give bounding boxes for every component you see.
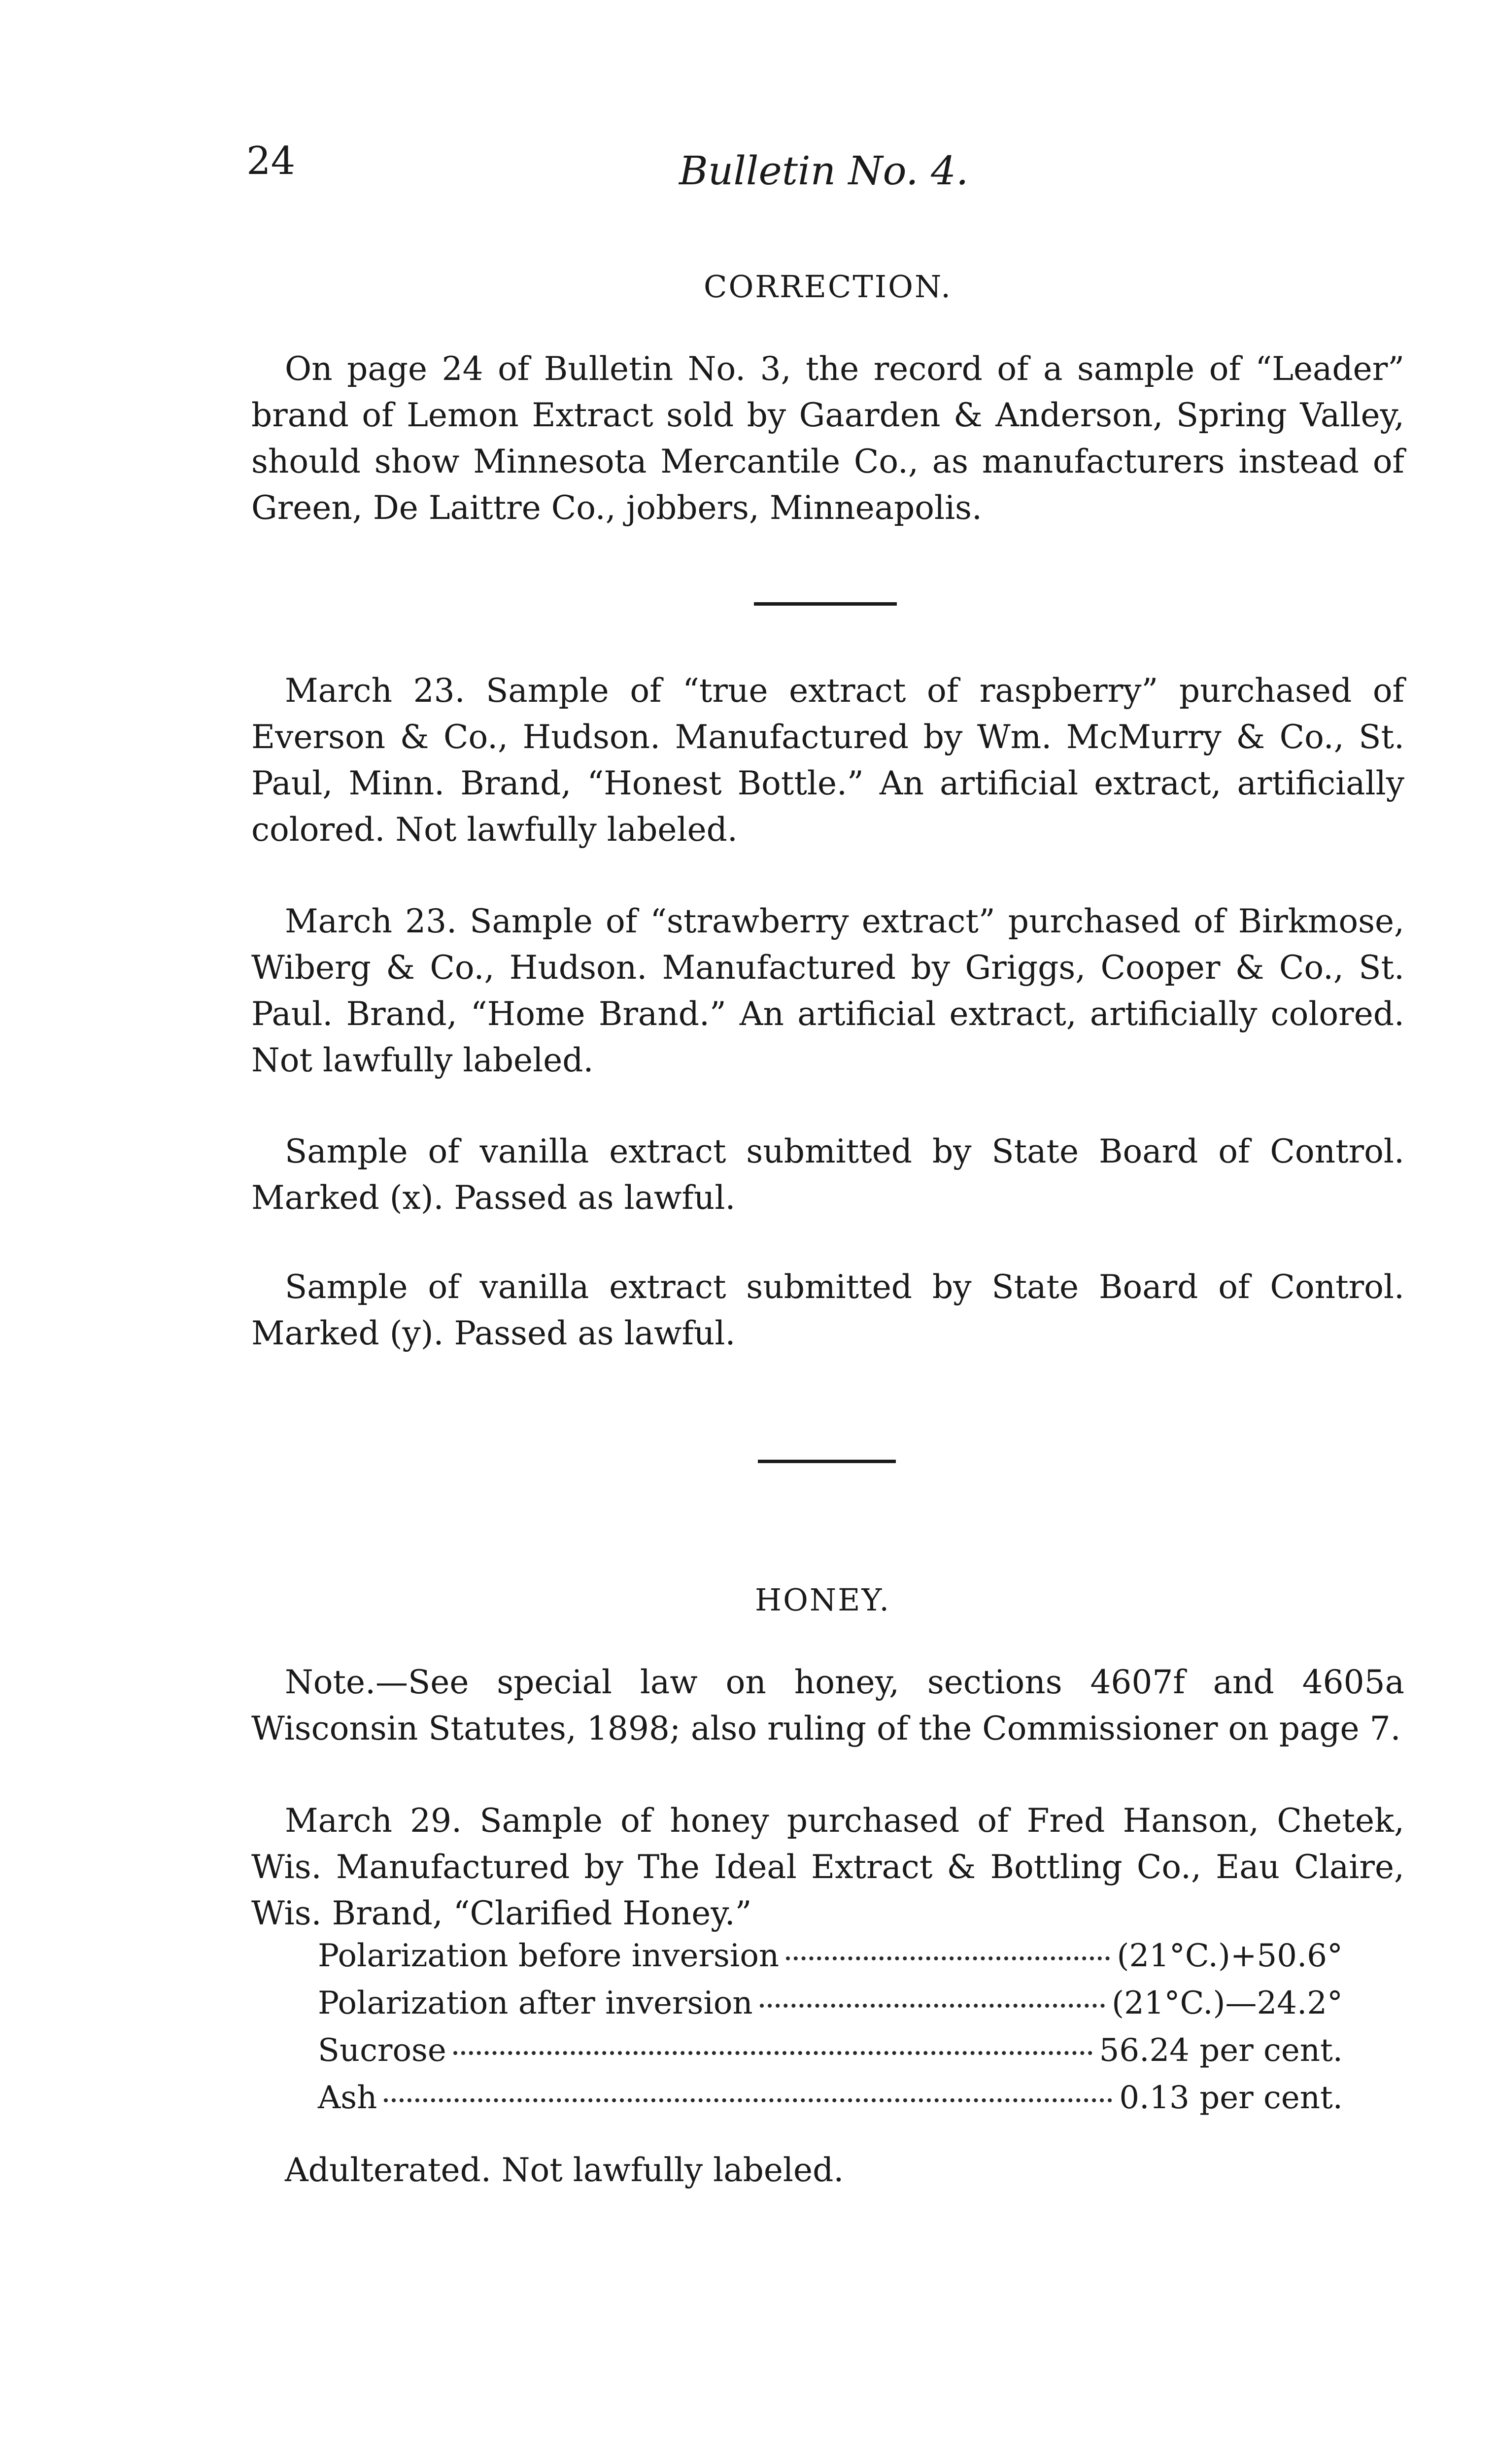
vanilla-extract-y-text: Sample of vanilla extract submitted by State Board of Control. Marked (y). Passed as lawful. [251,1268,1404,1352]
analysis-row [318,1985,1343,2032]
vanilla-extract-y-entry [251,1264,1404,1357]
vanilla-extract-x-text: Sample of vanilla extract submitted by State Board of Control. Marked (x). Passed as lawful. [251,1132,1404,1217]
analysis-label: Polarization before inversion [318,1938,780,1974]
honey-sample-entry [251,1798,1404,1937]
honey-sample-text: March 29. Sample of honey purchased of Fred Hanson, Chetek, Wis. Manufactured by The Ideal Extract & Bottling Co., Eau Claire, Wis. Brand, “Clarified Honey.” [251,1802,1404,1932]
dot-leader [453,2051,1092,2055]
strawberry-extract-entry [251,898,1404,1084]
honey-note [251,1659,1404,1752]
section-divider [754,602,897,606]
analysis-value: (21°C.)—24.2° [1112,1985,1343,2021]
honey-analysis-table [318,1938,1343,2127]
page-number: 24 [246,139,296,183]
dot-leader [786,1956,1110,1960]
running-title: Bulletin No. 4. [679,148,969,194]
raspberry-extract-entry [251,668,1404,853]
dot-leader [384,2098,1112,2102]
analysis-label: Polarization after inversion [318,1985,753,2021]
vanilla-extract-x-entry [251,1129,1404,1221]
analysis-value: (21°C.)+50.6° [1117,1938,1343,1974]
section-divider [758,1460,896,1463]
analysis-row [318,2080,1343,2127]
correction-heading: CORRECTION. [704,269,952,305]
analysis-label: Sucrose [318,2032,446,2069]
honey-verdict: Adulterated. Not lawfully labeled. [285,2151,844,2189]
strawberry-extract-text: March 23. Sample of “strawberry extract” purchased of Birkmose, Wiberg & Co., Hudson. Manufactured by Griggs, Cooper & Co., St. Paul. Brand, “Home Brand.” An artificial extract, artificially colored. Not lawfully labeled. [251,902,1404,1079]
analysis-row [318,1938,1343,1985]
dot-leader [760,2004,1105,2008]
analysis-value: 0.13 per cent. [1119,2080,1343,2116]
raspberry-extract-text: March 23. Sample of “true extract of raspberry” purchased of Everson & Co., Hudson. Manufactured by Wm. McMurry & Co., St. Paul, Minn. Brand, “Honest Bottle.” An artificial extract, artificially colored. Not lawfully labeled. [251,672,1404,849]
analysis-row [318,2032,1343,2080]
correction-text: On page 24 of Bulletin No. 3, the record of a sample of “Leader” brand of Lemon Extract sold by Gaarden & Anderson, Spring Valley, should show Minnesota Mercantile Co., as manufacturers instead of Green, De Laittre Co., jobbers, Minneapolis. [251,350,1404,527]
analysis-value: 56.24 per cent. [1099,2032,1343,2069]
analysis-label: Ash [318,2080,377,2116]
correction-paragraph [251,346,1404,531]
honey-heading: HONEY. [755,1582,891,1618]
honey-note-text: Note.—See special law on honey, sections 4607f and 4605a Wisconsin Statutes, 1898; also ruling of the Commissioner on page 7. [251,1663,1404,1747]
